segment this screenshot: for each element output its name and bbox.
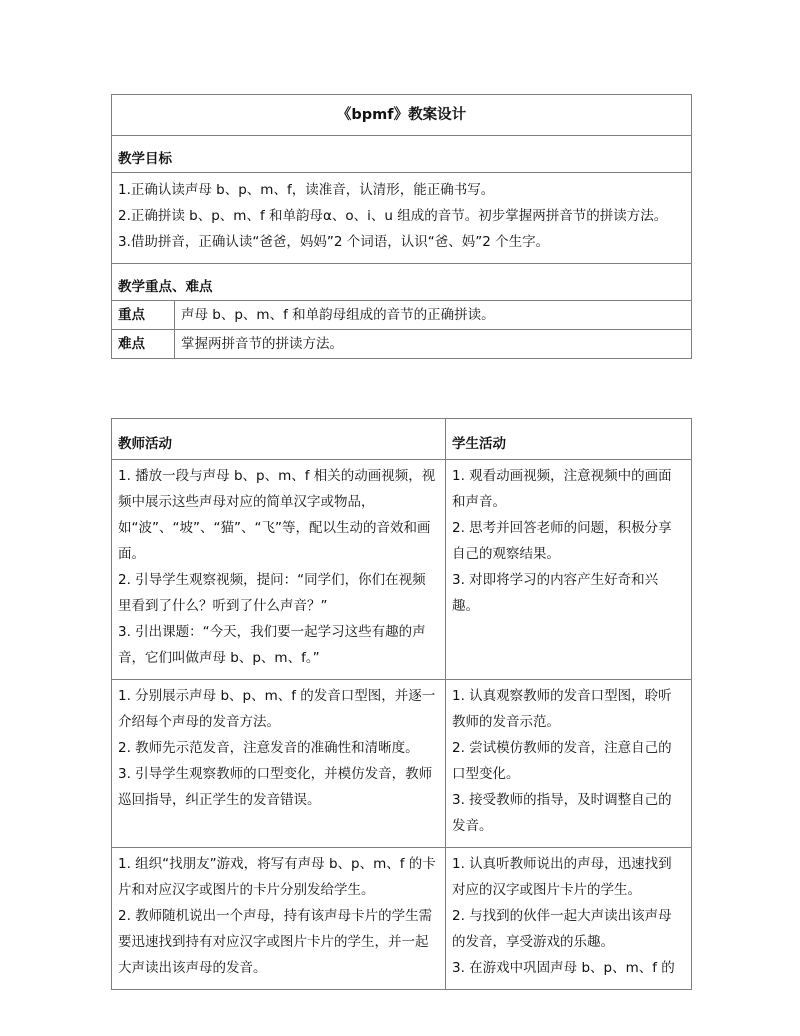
objective-item: 2.正确拼读 b、p、m、f 和单韵母α、o、i、u 组成的音节。初步掌握两拼音节的拼读方法。: [118, 208, 668, 224]
activity-step: 2. 尝试模仿教师的发音，注意自己的口型变化。: [452, 740, 672, 782]
objectives-heading: 教学目标: [112, 136, 692, 173]
activity-step: 3. 接受教师的指导，及时调整自己的发音。: [452, 792, 672, 834]
activity-step: 2. 引导学生观察视频，提问：“同学们，你们在视频里看到了什么？听到了什么声音？”: [118, 572, 426, 614]
activity-row: [112, 848, 692, 990]
objective-item: 1.正确认读声母 b、p、m、f，读准音，认清形，能正确书写。: [118, 182, 495, 198]
activity-row: [112, 680, 692, 848]
document-title: 《bpmf》教案设计: [112, 95, 692, 136]
activity-step: 1. 认真听教师说出的声母，迅速找到对应的汉字或图片卡片的学生。: [452, 856, 672, 898]
key-point-text: 声母 b、p、m、f 和单韵母组成的音节的正确拼读。: [175, 301, 692, 330]
activity-step: 2. 思考并回答老师的问题，积极分享自己的观察结果。: [452, 520, 672, 562]
objectives-list: [112, 173, 692, 264]
teacher-activity-cell: [112, 460, 446, 680]
difficulty-label: 难点: [112, 330, 175, 359]
activity-step: 2. 教师先示范发音，注意发音的准确性和清晰度。: [118, 740, 419, 756]
teacher-activity-cell: [112, 680, 446, 848]
activity-step: 1. 分别展示声母 b、p、m、f 的发音口型图，并逐一介绍每个声母的发音方法。: [118, 688, 436, 730]
activity-step: 1. 观看动画视频，注意视频中的画面和声音。: [452, 468, 672, 510]
activity-step: 3. 对即将学习的内容产生好奇和兴趣。: [452, 572, 659, 614]
activity-step: 3. 在游戏中巩固声母 b、p、m、f 的: [452, 960, 675, 976]
activity-step: 3. 引导学生观察教师的口型变化，并模仿发音，教师巡回指导，纠正学生的发音错误。: [118, 766, 433, 808]
key-point-label: 重点: [112, 301, 175, 330]
student-activity-cell: [446, 848, 692, 990]
objective-item: 3.借助拼音，正确认读“爸爸，妈妈”2 个词语，认识“爸、妈”2 个生字。: [118, 234, 550, 250]
activity-row: [112, 460, 692, 680]
teacher-activity-cell: [112, 848, 446, 990]
student-activity-cell: [446, 460, 692, 680]
student-activity-cell: [446, 680, 692, 848]
teacher-activities-heading: 教师活动: [112, 419, 446, 460]
lesson-plan-table: [111, 94, 692, 359]
activity-step: 1. 播放一段与声母 b、p、m、f 相关的动画视频，视频中展示这些声母对应的简单汉字或物品，如“波”、“坡”、“猫”、“飞”等，配以生动的音效和画面。: [118, 468, 436, 562]
activity-step: 3. 引出课题：“今天，我们要一起学习这些有趣的声音，它们叫做声母 b、p、m、f。”: [118, 624, 426, 666]
activity-step: 1. 认真观察教师的发音口型图，聆听教师的发音示范。: [452, 688, 672, 730]
activity-step: 2. 与找到的伙伴一起大声读出该声母的发音，享受游戏的乐趣。: [452, 908, 672, 950]
keypoints-heading: 教学重点、难点: [112, 264, 692, 301]
activity-step: 1. 组织“找朋友”游戏，将写有声母 b、p、m、f 的卡片和对应汉字或图片的卡片分别发给学生。: [118, 856, 436, 898]
activities-table: [111, 418, 692, 990]
difficulty-text: 掌握两拼音节的拼读方法。: [175, 330, 692, 359]
student-activities-heading: 学生活动: [446, 419, 692, 460]
activity-step: 2. 教师随机说出一个声母，持有该声母卡片的学生需要迅速找到持有对应汉字或图片卡片的学生，并一起大声读出该声母的发音。: [118, 908, 433, 976]
